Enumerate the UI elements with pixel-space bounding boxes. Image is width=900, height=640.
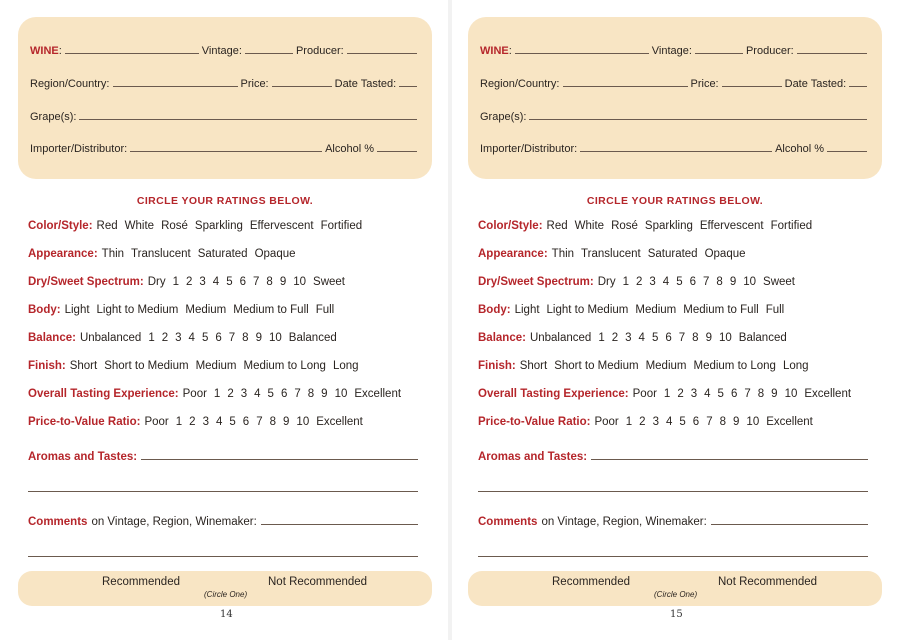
wine-row: WINE : Vintage: Producer: — [480, 41, 870, 57]
aromas-label: Aromas and Tastes: — [28, 451, 138, 463]
rating-label: Balance: — [28, 332, 76, 344]
rating-label: Overall Tasting Experience: — [478, 388, 629, 400]
rating-option[interactable]: Balanced — [738, 332, 787, 344]
date-label: Date Tasted: — [784, 78, 847, 90]
circle-one-note: (Circle One) — [204, 590, 248, 599]
rating-option[interactable]: Balanced — [288, 332, 337, 344]
comments-label: Comments — [478, 516, 538, 528]
rating-option[interactable]: 7 — [706, 416, 713, 428]
rating-price-value — [478, 414, 813, 430]
aromas-row — [478, 447, 868, 463]
not-recommended-option[interactable]: Not Recommended — [718, 576, 818, 588]
circle-ratings-title: CIRCLE YOUR RATINGS BELOW. — [136, 195, 314, 207]
rating-color-style — [478, 218, 812, 234]
rating-option[interactable]: 5 — [651, 332, 659, 344]
rating-option[interactable]: 10 — [743, 276, 757, 288]
region-field[interactable] — [113, 86, 238, 87]
rating-finish — [28, 358, 359, 374]
rating-label: Dry/Sweet Spectrum: — [28, 276, 144, 288]
importer-row — [480, 139, 870, 155]
rating-option[interactable]: 7 — [228, 332, 236, 344]
rating-option[interactable]: 10 — [296, 416, 310, 428]
grape-field[interactable] — [79, 119, 417, 120]
rating-option[interactable]: Long — [332, 360, 359, 372]
rating-option[interactable]: Excellent — [354, 388, 402, 400]
rating-option[interactable]: 7 — [253, 276, 260, 288]
aromas-extra-line[interactable] — [28, 491, 418, 492]
rating-option[interactable]: Opaque — [704, 248, 746, 260]
rating-option[interactable]: Rosé — [611, 220, 638, 232]
rating-option[interactable]: Poor — [144, 416, 169, 428]
rating-option[interactable]: Sweet — [763, 276, 795, 288]
rating-option[interactable]: White — [574, 220, 605, 232]
importer-row — [30, 139, 420, 155]
rating-option[interactable]: 8 — [692, 332, 699, 344]
rating-option[interactable]: 6 — [242, 416, 250, 428]
comments-label: Comments — [28, 516, 88, 528]
rating-option[interactable]: 4 — [254, 388, 261, 400]
rating-option[interactable]: Unbalanced — [529, 332, 592, 344]
rating-option[interactable]: 1 — [148, 332, 155, 344]
rating-option[interactable]: Short — [69, 360, 98, 372]
rating-option[interactable]: 2 — [185, 276, 193, 288]
rating-option[interactable]: Short — [519, 360, 548, 372]
rating-option[interactable]: 9 — [771, 388, 778, 400]
rating-option[interactable]: 5 — [226, 276, 233, 288]
rating-option[interactable]: 2 — [227, 388, 234, 400]
rating-option[interactable]: Effervescent — [699, 220, 764, 232]
wine-label: WINE — [480, 45, 509, 57]
importer-label: Importer/Distributor: — [30, 143, 128, 155]
price-field[interactable] — [722, 86, 782, 87]
rating-option[interactable]: 4 — [638, 332, 645, 344]
rating-label: Color/Style: — [28, 220, 93, 232]
rating-option[interactable]: Excellent — [766, 416, 813, 428]
wine-field[interactable] — [65, 53, 199, 54]
rating-option[interactable]: 6 — [239, 276, 247, 288]
rating-option[interactable]: 9 — [279, 276, 287, 288]
rating-option[interactable]: 4 — [665, 416, 673, 428]
grape-row — [480, 107, 870, 123]
rating-option[interactable]: 10 — [293, 276, 307, 288]
rating-option[interactable]: Medium — [195, 360, 237, 372]
rating-option[interactable]: 2 — [639, 416, 646, 428]
alcohol-label: Alcohol % — [775, 143, 824, 155]
wine-row: WINE : Vintage: Producer: — [30, 41, 420, 57]
aromas-label: Aromas and Tastes: — [478, 451, 588, 463]
rating-option[interactable]: 8 — [242, 332, 249, 344]
rating-label: Body: — [28, 304, 61, 316]
rating-option[interactable]: 6 — [665, 332, 672, 344]
rating-option[interactable]: 5 — [676, 276, 683, 288]
rating-dry-sweet — [28, 274, 345, 290]
rating-option[interactable]: 5 — [267, 388, 274, 400]
rating-option[interactable]: Light to Medium — [96, 304, 179, 316]
comments-sublabel: on Vintage, Region, Winemaker: — [541, 516, 707, 528]
rating-option[interactable]: Short to Medium — [554, 360, 639, 372]
wine-info-panel — [18, 17, 432, 179]
comments-row — [28, 512, 418, 528]
rating-body — [478, 302, 784, 318]
rating-option[interactable]: Thin — [551, 248, 575, 260]
aromas-row — [28, 447, 418, 463]
vintage-field[interactable] — [695, 53, 743, 54]
rating-option[interactable]: 9 — [255, 332, 262, 344]
circle-one-note: (Circle One) — [654, 590, 698, 599]
rating-label: Price-to-Value Ratio: — [478, 416, 591, 428]
recommended-option[interactable]: Recommended — [552, 576, 630, 588]
rating-color-style — [28, 218, 362, 234]
rating-option[interactable]: Full — [315, 304, 335, 316]
rating-option[interactable]: 8 — [719, 416, 727, 428]
rating-balance — [478, 330, 787, 346]
grape-label: Grape(s): — [480, 111, 527, 123]
importer-field[interactable] — [580, 151, 772, 152]
rating-option[interactable]: 3 — [199, 276, 206, 288]
rating-option[interactable]: 6 — [692, 416, 700, 428]
rating-appearance — [478, 246, 746, 262]
rating-option[interactable]: 1 — [213, 388, 221, 400]
rating-option[interactable]: Saturated — [197, 248, 248, 260]
circle-ratings-title: CIRCLE YOUR RATINGS BELOW. — [586, 195, 764, 207]
importer-field[interactable] — [130, 151, 322, 152]
rating-option[interactable]: Translucent — [131, 248, 191, 260]
rating-option[interactable]: 3 — [625, 332, 632, 344]
rating-option[interactable]: 7 — [294, 388, 301, 400]
rating-option[interactable]: Medium — [185, 304, 227, 316]
date-field[interactable] — [399, 86, 417, 87]
vintage-label: Vintage: — [651, 45, 692, 57]
rating-option[interactable]: 3 — [652, 416, 659, 428]
rating-option[interactable]: Unbalanced — [79, 332, 142, 344]
rating-label: Price-to-Value Ratio: — [28, 416, 141, 428]
rating-option[interactable]: Medium — [645, 360, 687, 372]
rating-option[interactable]: 10 — [334, 388, 348, 400]
rating-option[interactable]: 4 — [215, 416, 223, 428]
rating-option[interactable]: Sweet — [313, 276, 345, 288]
rating-option[interactable]: 4 — [212, 276, 220, 288]
aromas-extra-line[interactable] — [478, 491, 868, 492]
rating-option[interactable]: 1 — [598, 332, 605, 344]
rating-option[interactable]: 7 — [256, 416, 263, 428]
rating-option[interactable]: 2 — [161, 332, 169, 344]
wine-field[interactable] — [515, 53, 649, 54]
rating-option[interactable]: Fortified — [770, 220, 813, 232]
rating-option[interactable]: Excellent — [804, 388, 852, 400]
rating-option[interactable]: Light to Medium — [546, 304, 629, 316]
rating-balance — [28, 330, 337, 346]
rating-option[interactable]: 5 — [201, 332, 209, 344]
comments-extra-line[interactable] — [478, 556, 868, 557]
rating-overall — [478, 386, 851, 402]
rating-option[interactable]: Poor — [594, 416, 619, 428]
rating-option[interactable]: 1 — [172, 276, 179, 288]
rating-option[interactable]: 5 — [229, 416, 236, 428]
rating-option[interactable]: 9 — [283, 416, 290, 428]
rating-body — [28, 302, 334, 318]
rating-option[interactable]: Translucent — [581, 248, 641, 260]
rating-option[interactable]: Effervescent — [249, 220, 314, 232]
rating-option[interactable]: 2 — [677, 388, 684, 400]
rating-option[interactable]: Short to Medium — [104, 360, 189, 372]
rating-option[interactable]: Sparkling — [644, 220, 693, 232]
rating-label: Overall Tasting Experience: — [28, 388, 179, 400]
rating-option[interactable]: 1 — [622, 276, 629, 288]
rating-option[interactable]: 6 — [689, 276, 697, 288]
rating-dry-sweet — [478, 274, 795, 290]
not-recommended-option[interactable]: Not Recommended — [268, 576, 368, 588]
vintage-label: Vintage: — [201, 45, 242, 57]
rating-option[interactable]: Medium to Long — [243, 360, 326, 372]
region-label: Region/Country: — [480, 78, 560, 90]
recommendation-panel — [468, 571, 882, 606]
rating-option[interactable]: Dry — [147, 276, 166, 288]
rating-option[interactable]: Sparkling — [194, 220, 243, 232]
rating-option[interactable]: 3 — [240, 388, 248, 400]
rating-option[interactable]: 8 — [307, 388, 315, 400]
rating-option[interactable]: 5 — [717, 388, 724, 400]
rating-label: Body: — [478, 304, 511, 316]
rating-option[interactable]: Medium to Full — [233, 304, 309, 316]
rating-option[interactable]: 4 — [704, 388, 711, 400]
rating-option[interactable]: 10 — [718, 332, 732, 344]
rating-option[interactable]: Dry — [597, 276, 616, 288]
rating-label: Dry/Sweet Spectrum: — [478, 276, 594, 288]
page-number: 14 — [220, 609, 233, 620]
rating-option[interactable]: 2 — [189, 416, 196, 428]
importer-label: Importer/Distributor: — [480, 143, 578, 155]
rating-option[interactable]: 9 — [733, 416, 740, 428]
rating-finish — [478, 358, 809, 374]
rating-option[interactable]: 9 — [705, 332, 712, 344]
rating-option[interactable]: Medium — [635, 304, 677, 316]
rating-option[interactable]: 10 — [268, 332, 282, 344]
rating-option[interactable]: Red — [96, 220, 118, 232]
price-label: Price: — [240, 78, 269, 90]
rating-option[interactable]: 9 — [729, 276, 737, 288]
rating-option[interactable]: 6 — [280, 388, 288, 400]
rating-option[interactable]: 2 — [635, 276, 643, 288]
rating-option[interactable]: 3 — [649, 276, 656, 288]
comments-field[interactable] — [261, 524, 418, 525]
region-label: Region/Country: — [30, 78, 110, 90]
rating-price-value — [28, 414, 363, 430]
rating-option[interactable]: 3 — [202, 416, 209, 428]
rating-option[interactable]: 10 — [746, 416, 760, 428]
date-field[interactable] — [849, 86, 867, 87]
rating-option[interactable]: 3 — [690, 388, 698, 400]
producer-field[interactable] — [797, 53, 867, 54]
alcohol-label: Alcohol % — [325, 143, 374, 155]
rating-option[interactable]: Excellent — [316, 416, 363, 428]
comments-extra-line[interactable] — [28, 556, 418, 557]
rating-option[interactable]: 9 — [321, 388, 328, 400]
rating-label: Balance: — [478, 332, 526, 344]
page-right — [450, 0, 900, 640]
rating-option[interactable]: Thin — [101, 248, 125, 260]
rating-label: Finish: — [478, 360, 516, 372]
rating-option[interactable]: 6 — [215, 332, 222, 344]
price-label: Price: — [690, 78, 719, 90]
rating-label: Appearance: — [478, 248, 548, 260]
producer-field[interactable] — [347, 53, 417, 54]
rating-option[interactable]: Fortified — [320, 220, 363, 232]
wine-label: WINE — [30, 45, 59, 57]
rating-option[interactable]: Opaque — [254, 248, 296, 260]
rating-option[interactable]: 7 — [678, 332, 686, 344]
page-number: 15 — [670, 609, 683, 620]
rating-label: Finish: — [28, 360, 66, 372]
alcohol-field[interactable] — [827, 151, 867, 152]
alcohol-field[interactable] — [377, 151, 417, 152]
rating-option[interactable]: Poor — [182, 388, 207, 400]
aromas-field[interactable] — [591, 459, 868, 460]
rating-option[interactable]: 3 — [175, 332, 182, 344]
comments-sublabel: on Vintage, Region, Winemaker: — [91, 516, 257, 528]
price-field[interactable] — [272, 86, 332, 87]
rating-option[interactable]: 5 — [679, 416, 686, 428]
rating-option[interactable]: 1 — [663, 388, 671, 400]
rating-option[interactable]: Rosé — [161, 220, 188, 232]
rating-option[interactable]: 4 — [188, 332, 195, 344]
date-label: Date Tasted: — [334, 78, 397, 90]
binding-shadow — [450, 0, 452, 640]
rating-option[interactable]: Full — [765, 304, 785, 316]
rating-option[interactable]: Red — [546, 220, 568, 232]
region-row — [480, 74, 870, 90]
rating-option[interactable]: White — [124, 220, 155, 232]
region-row — [30, 74, 420, 90]
region-field[interactable] — [563, 86, 688, 87]
rating-option[interactable]: 1 — [175, 416, 183, 428]
rating-option[interactable]: 7 — [703, 276, 710, 288]
wine-info-panel — [468, 17, 882, 179]
producer-label: Producer: — [295, 45, 344, 57]
grape-field[interactable] — [529, 119, 867, 120]
rating-option[interactable]: 1 — [625, 416, 633, 428]
recommendation-panel — [18, 571, 432, 606]
rating-option[interactable]: Medium to Full — [683, 304, 759, 316]
rating-option[interactable]: 10 — [784, 388, 798, 400]
rating-option[interactable]: 4 — [662, 276, 670, 288]
grape-row — [30, 107, 420, 123]
vintage-field[interactable] — [245, 53, 293, 54]
rating-option[interactable]: Saturated — [647, 248, 698, 260]
aromas-field[interactable] — [141, 459, 418, 460]
rating-appearance — [28, 246, 296, 262]
rating-option[interactable]: Light — [64, 304, 90, 316]
grape-label: Grape(s): — [30, 111, 77, 123]
rating-label: Color/Style: — [478, 220, 543, 232]
comments-row — [478, 512, 868, 528]
rating-option[interactable]: 8 — [266, 276, 273, 288]
rating-option[interactable]: 8 — [269, 416, 277, 428]
producer-label: Producer: — [745, 45, 794, 57]
rating-option[interactable]: Medium to Long — [693, 360, 776, 372]
rating-option[interactable]: Long — [782, 360, 809, 372]
rating-label: Appearance: — [28, 248, 98, 260]
rating-option[interactable]: 6 — [730, 388, 738, 400]
rating-overall — [28, 386, 401, 402]
rating-option[interactable]: 7 — [744, 388, 751, 400]
rating-option[interactable]: 8 — [716, 276, 723, 288]
rating-option[interactable]: 2 — [611, 332, 619, 344]
recommended-option[interactable]: Recommended — [102, 576, 180, 588]
comments-field[interactable] — [711, 524, 868, 525]
rating-option[interactable]: Light — [514, 304, 540, 316]
rating-option[interactable]: Poor — [632, 388, 657, 400]
rating-option[interactable]: 8 — [757, 388, 765, 400]
